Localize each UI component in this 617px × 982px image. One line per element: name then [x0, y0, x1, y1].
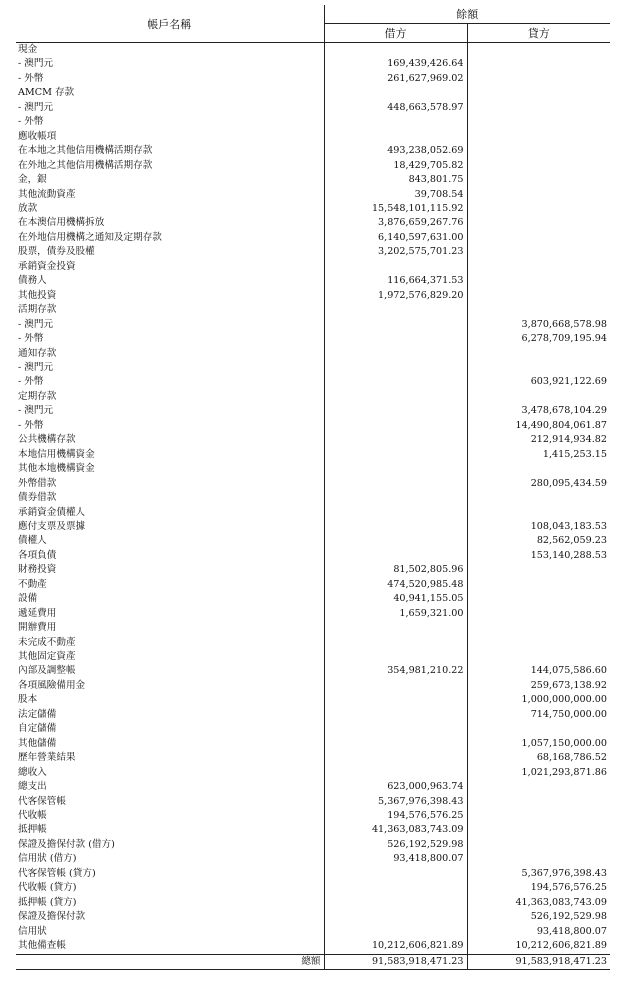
- debit-cell: 448,663,578.97: [324, 101, 467, 115]
- debit-cell: [324, 693, 467, 707]
- table-row: [16, 852, 610, 866]
- account-name-cell: 債權人: [16, 534, 324, 548]
- debit-cell: [324, 506, 467, 520]
- credit-header: 貸方: [467, 24, 610, 43]
- account-name-cell: 債券借款: [16, 491, 324, 505]
- credit-cell: [467, 188, 610, 202]
- credit-cell: [467, 852, 610, 866]
- credit-cell: [467, 795, 610, 809]
- account-name-cell: 本地信用機構資金: [16, 448, 324, 462]
- table-row: [16, 245, 610, 259]
- account-name-cell: 放款: [16, 202, 324, 216]
- credit-cell: [467, 347, 610, 361]
- account-name-cell: 代收帳 (貸方): [16, 881, 324, 895]
- table-row: [16, 231, 610, 245]
- debit-cell: [324, 549, 467, 563]
- credit-cell: [467, 506, 610, 520]
- table-row: [16, 448, 610, 462]
- debit-cell: 6,140,597,631.00: [324, 231, 467, 245]
- table-row: [16, 173, 610, 187]
- debit-cell: [324, 650, 467, 664]
- debit-cell: 5,367,976,398.43: [324, 795, 467, 809]
- total-row: [16, 954, 610, 969]
- account-name-cell: 各項負債: [16, 549, 324, 563]
- account-name-cell: - 澳門元: [16, 361, 324, 375]
- credit-cell: 259,673,138.92: [530, 679, 607, 691]
- table-row: [16, 722, 610, 736]
- debit-cell: 1,659,321.00: [324, 607, 467, 621]
- debit-cell: [324, 621, 467, 635]
- credit-cell: [467, 636, 610, 650]
- debit-cell: 116,664,371.53: [324, 274, 467, 288]
- debit-cell: [324, 433, 467, 447]
- account-name-cell: AMCM 存款: [16, 86, 324, 100]
- account-name-cell: 信用狀 (借方): [16, 852, 324, 866]
- debit-cell: [324, 751, 467, 765]
- account-name-cell: 其他儲備: [16, 737, 324, 751]
- debit-cell: [324, 881, 467, 895]
- account-name-cell: - 外幣: [16, 72, 324, 86]
- table-row: [16, 563, 610, 577]
- table-row: [16, 766, 610, 780]
- credit-cell: [467, 621, 610, 635]
- account-name-cell: 內部及調整帳: [16, 664, 324, 678]
- account-name-cell: 歷年營業結果: [16, 751, 324, 765]
- credit-cell: [467, 563, 610, 577]
- debit-cell: [324, 737, 467, 751]
- debit-cell: 10,212,606,821.89: [324, 939, 467, 954]
- account-name-cell: 抵押帳 (貸方): [16, 896, 324, 910]
- credit-cell: [467, 130, 610, 144]
- credit-cell: 10,212,606,821.89: [515, 940, 607, 952]
- table-row: [16, 664, 610, 678]
- table-row: [16, 881, 610, 895]
- table-row: [16, 679, 610, 693]
- table-row: [16, 578, 610, 592]
- table-row: [16, 592, 610, 606]
- account-name-cell: - 澳門元: [16, 57, 324, 71]
- table-row: [16, 115, 610, 129]
- account-name-cell: 財務投資: [16, 563, 324, 577]
- credit-cell: 526,192,529.98: [530, 911, 607, 923]
- debit-cell: 261,627,969.02: [324, 72, 467, 86]
- table-row: [16, 101, 610, 115]
- credit-cell: [467, 159, 610, 173]
- account-name-cell: 外幣借款: [16, 477, 324, 491]
- debit-cell: 843,801.75: [324, 173, 467, 187]
- debit-cell: 169,439,426.64: [324, 57, 467, 71]
- credit-cell: [467, 823, 610, 837]
- account-name-cell: 金，銀: [16, 173, 324, 187]
- total-debit: 91,583,918,471.23: [324, 954, 467, 969]
- table-row: [16, 216, 610, 230]
- account-name-cell: 不動產: [16, 578, 324, 592]
- credit-cell: 14,490,804,061.87: [515, 419, 607, 431]
- credit-cell: [467, 231, 610, 245]
- credit-cell: 68,168,786.52: [536, 752, 607, 764]
- account-name-cell: 其他固定資產: [16, 650, 324, 664]
- account-name-cell: 現金: [16, 43, 324, 58]
- credit-cell: 212,914,934.82: [530, 434, 607, 446]
- debit-cell: [324, 636, 467, 650]
- table-row: [16, 144, 610, 158]
- debit-header: 借方: [324, 24, 467, 43]
- credit-cell: [467, 173, 610, 187]
- account-name-cell: 代收帳: [16, 809, 324, 823]
- credit-cell: 144,075,586.60: [530, 665, 607, 677]
- debit-cell: 18,429,705.82: [324, 159, 467, 173]
- table-row: [16, 491, 610, 505]
- table-row: [16, 809, 610, 823]
- credit-cell: [467, 144, 610, 158]
- debit-cell: 493,238,052.69: [324, 144, 467, 158]
- credit-cell: 5,367,976,398.43: [521, 867, 607, 879]
- table-row: [16, 43, 610, 58]
- credit-cell: [467, 722, 610, 736]
- account-name-cell: 遞延費用: [16, 607, 324, 621]
- account-name-cell: - 外幣: [16, 332, 324, 346]
- debit-cell: [324, 361, 467, 375]
- debit-cell: [324, 130, 467, 144]
- account-name-cell: 公共機構存款: [16, 433, 324, 447]
- account-name-cell: 其他投資: [16, 289, 324, 303]
- account-name-cell: 設備: [16, 592, 324, 606]
- account-name-cell: 其他備查帳: [16, 939, 324, 954]
- table-row: [16, 549, 610, 563]
- account-name-cell: 活期存款: [16, 303, 324, 317]
- debit-cell: 526,192,529.98: [324, 838, 467, 852]
- table-row: [16, 823, 610, 837]
- debit-cell: [324, 766, 467, 780]
- table-row: [16, 86, 610, 100]
- account-name-cell: 抵押帳: [16, 823, 324, 837]
- table-row: [16, 607, 610, 621]
- account-name-cell: 開辦費用: [16, 621, 324, 635]
- table-row: [16, 332, 610, 346]
- table-row: [16, 57, 610, 71]
- debit-cell: 1,972,576,829.20: [324, 289, 467, 303]
- credit-cell: [467, 57, 610, 71]
- table-row: [16, 896, 610, 910]
- credit-cell: [467, 245, 610, 259]
- debit-cell: [324, 404, 467, 418]
- account-name-cell: 通知存款: [16, 347, 324, 361]
- table-row: [16, 621, 610, 635]
- debit-cell: [324, 303, 467, 317]
- debit-cell: [324, 390, 467, 404]
- total-credit: 91,583,918,471.23: [467, 954, 610, 969]
- debit-cell: [324, 332, 467, 346]
- credit-cell: [467, 101, 610, 115]
- account-name-cell: - 澳門元: [16, 404, 324, 418]
- debit-cell: [324, 86, 467, 100]
- table-row: [16, 303, 610, 317]
- account-name-cell: 債務人: [16, 274, 324, 288]
- table-row: [16, 910, 610, 924]
- debit-cell: [324, 347, 467, 361]
- debit-cell: 474,520,985.48: [324, 578, 467, 592]
- credit-cell: 93,418,800.07: [536, 925, 607, 937]
- account-name-cell: 其他本地機構資金: [16, 462, 324, 476]
- table-row: [16, 130, 610, 144]
- debit-cell: 194,576,576.25: [324, 809, 467, 823]
- account-name-cell: 在外地信用機構之通知及定期存款: [16, 231, 324, 245]
- account-name-cell: 信用狀: [16, 925, 324, 939]
- credit-cell: 153,140,288.53: [530, 549, 607, 561]
- table-row: [16, 361, 610, 375]
- debit-cell: 93,418,800.07: [324, 852, 467, 866]
- debit-cell: [324, 896, 467, 910]
- debit-cell: [324, 925, 467, 939]
- credit-cell: 194,576,576.25: [530, 882, 607, 894]
- debit-cell: [324, 520, 467, 534]
- table-row: [16, 534, 610, 548]
- debit-cell: [324, 477, 467, 491]
- table-row: [16, 925, 610, 939]
- table-row: [16, 433, 610, 447]
- account-name-cell: - 外幣: [16, 115, 324, 129]
- account-name-cell: 在本澳信用機構拆放: [16, 216, 324, 230]
- table-row: [16, 939, 610, 954]
- table-row: [16, 838, 610, 852]
- account-name-cell: 保證及擔保付款 (借方): [16, 838, 324, 852]
- debit-cell: 41,363,083,743.09: [324, 823, 467, 837]
- account-name-cell: 股票，債券及股權: [16, 245, 324, 259]
- table-row: [16, 737, 610, 751]
- credit-cell: [467, 216, 610, 230]
- table-row: [16, 693, 610, 707]
- debit-cell: 354,981,210.22: [324, 664, 467, 678]
- account-name-cell: 自定儲備: [16, 722, 324, 736]
- credit-cell: 1,021,293,871.86: [521, 766, 607, 778]
- account-name-cell: 保證及擔保付款: [16, 910, 324, 924]
- credit-cell: [467, 491, 610, 505]
- table-row: [16, 795, 610, 809]
- table-row: [16, 751, 610, 765]
- credit-cell: 108,043,183.53: [530, 520, 607, 532]
- debit-cell: [324, 708, 467, 722]
- account-name-cell: - 外幣: [16, 375, 324, 389]
- account-name-cell: 承銷資金債權人: [16, 506, 324, 520]
- table-row: [16, 375, 610, 389]
- credit-cell: 1,057,150,000.00: [521, 737, 607, 749]
- credit-cell: [467, 650, 610, 664]
- table-row: [16, 636, 610, 650]
- debit-cell: 3,876,659,267.76: [324, 216, 467, 230]
- credit-cell: [467, 390, 610, 404]
- account-name-cell: 股本: [16, 693, 324, 707]
- ledger-table: [16, 5, 610, 970]
- table-row: [16, 260, 610, 274]
- credit-cell: 82,562,059.23: [536, 535, 607, 547]
- table-row: [16, 708, 610, 722]
- debit-cell: [324, 115, 467, 129]
- account-name-cell: 未完成不動產: [16, 636, 324, 650]
- table-row: [16, 188, 610, 202]
- debit-cell: [324, 318, 467, 332]
- credit-cell: 280,095,434.59: [530, 477, 607, 489]
- credit-cell: [467, 202, 610, 216]
- debit-cell: 39,708.54: [324, 188, 467, 202]
- credit-cell: [467, 361, 610, 375]
- debit-cell: [324, 491, 467, 505]
- debit-cell: [324, 910, 467, 924]
- total-label: 總額: [16, 954, 324, 969]
- account-name-cell: 總收入: [16, 766, 324, 780]
- account-name-cell: - 澳門元: [16, 101, 324, 115]
- credit-cell: [467, 43, 610, 58]
- debit-cell: [324, 462, 467, 476]
- debit-cell: [324, 260, 467, 274]
- table-row: [16, 202, 610, 216]
- credit-cell: [467, 274, 610, 288]
- account-name-cell: 在外地之其他信用機構活期存款: [16, 159, 324, 173]
- debit-cell: [324, 43, 467, 58]
- credit-cell: [467, 838, 610, 852]
- account-name-cell: 定期存款: [16, 390, 324, 404]
- credit-cell: [467, 115, 610, 129]
- credit-cell: 3,870,668,578.98: [521, 318, 607, 330]
- credit-cell: 1,415,253.15: [542, 448, 607, 460]
- account-name-cell: 在本地之其他信用機構活期存款: [16, 144, 324, 158]
- table-row: [16, 650, 610, 664]
- credit-cell: [467, 462, 610, 476]
- account-name-cell: 應收帳項: [16, 130, 324, 144]
- account-name-cell: 其他流動資產: [16, 188, 324, 202]
- credit-cell: 6,278,709,195.94: [521, 333, 607, 345]
- credit-cell: [467, 809, 610, 823]
- debit-cell: [324, 375, 467, 389]
- table-row: [16, 318, 610, 332]
- account-name-cell: - 外幣: [16, 419, 324, 433]
- credit-cell: [467, 578, 610, 592]
- credit-cell: [467, 260, 610, 274]
- credit-cell: 3,478,678,104.29: [521, 405, 607, 417]
- credit-cell: [467, 86, 610, 100]
- table-row: [16, 506, 610, 520]
- table-row: [16, 867, 610, 881]
- table-row: [16, 274, 610, 288]
- balance-header: 餘額: [324, 5, 610, 24]
- table-row: [16, 419, 610, 433]
- account-name-cell: 總支出: [16, 780, 324, 794]
- debit-cell: 40,941,155.05: [324, 592, 467, 606]
- account-name-cell: 各項風險備用金: [16, 679, 324, 693]
- credit-cell: [467, 607, 610, 621]
- table-row: [16, 462, 610, 476]
- table-row: [16, 159, 610, 173]
- debit-cell: 81,502,805.96: [324, 563, 467, 577]
- credit-cell: [467, 303, 610, 317]
- table-row: [16, 72, 610, 86]
- debit-cell: 3,202,575,701.23: [324, 245, 467, 259]
- debit-cell: [324, 534, 467, 548]
- credit-cell: 1,000,000,000.00: [521, 694, 607, 706]
- debit-cell: [324, 679, 467, 693]
- balance-sheet: [16, 5, 610, 970]
- credit-cell: 714,750,000.00: [530, 708, 607, 720]
- account-name-cell: - 澳門元: [16, 318, 324, 332]
- account-name-cell: 代客保管帳: [16, 795, 324, 809]
- table-row: [16, 520, 610, 534]
- credit-cell: [467, 72, 610, 86]
- credit-cell: [467, 289, 610, 303]
- table-row: [16, 390, 610, 404]
- debit-cell: [324, 867, 467, 881]
- account-name-cell: 承銷資金投資: [16, 260, 324, 274]
- credit-cell: [467, 780, 610, 794]
- table-row: [16, 404, 610, 418]
- account-name-header: 帳戶名稱: [16, 5, 324, 43]
- credit-cell: 603,921,122.69: [530, 376, 607, 388]
- debit-cell: [324, 722, 467, 736]
- account-name-cell: 代客保管帳 (貸方): [16, 867, 324, 881]
- account-name-cell: 應付支票及票據: [16, 520, 324, 534]
- table-row: [16, 289, 610, 303]
- table-row: [16, 347, 610, 361]
- credit-cell: 41,363,083,743.09: [515, 896, 607, 908]
- table-row: [16, 477, 610, 491]
- debit-cell: 15,548,101,115.92: [324, 202, 467, 216]
- table-row: [16, 780, 610, 794]
- credit-cell: [467, 592, 610, 606]
- debit-cell: [324, 419, 467, 433]
- debit-cell: [324, 448, 467, 462]
- account-name-cell: 法定儲備: [16, 708, 324, 722]
- debit-cell: 623,000,963.74: [324, 780, 467, 794]
